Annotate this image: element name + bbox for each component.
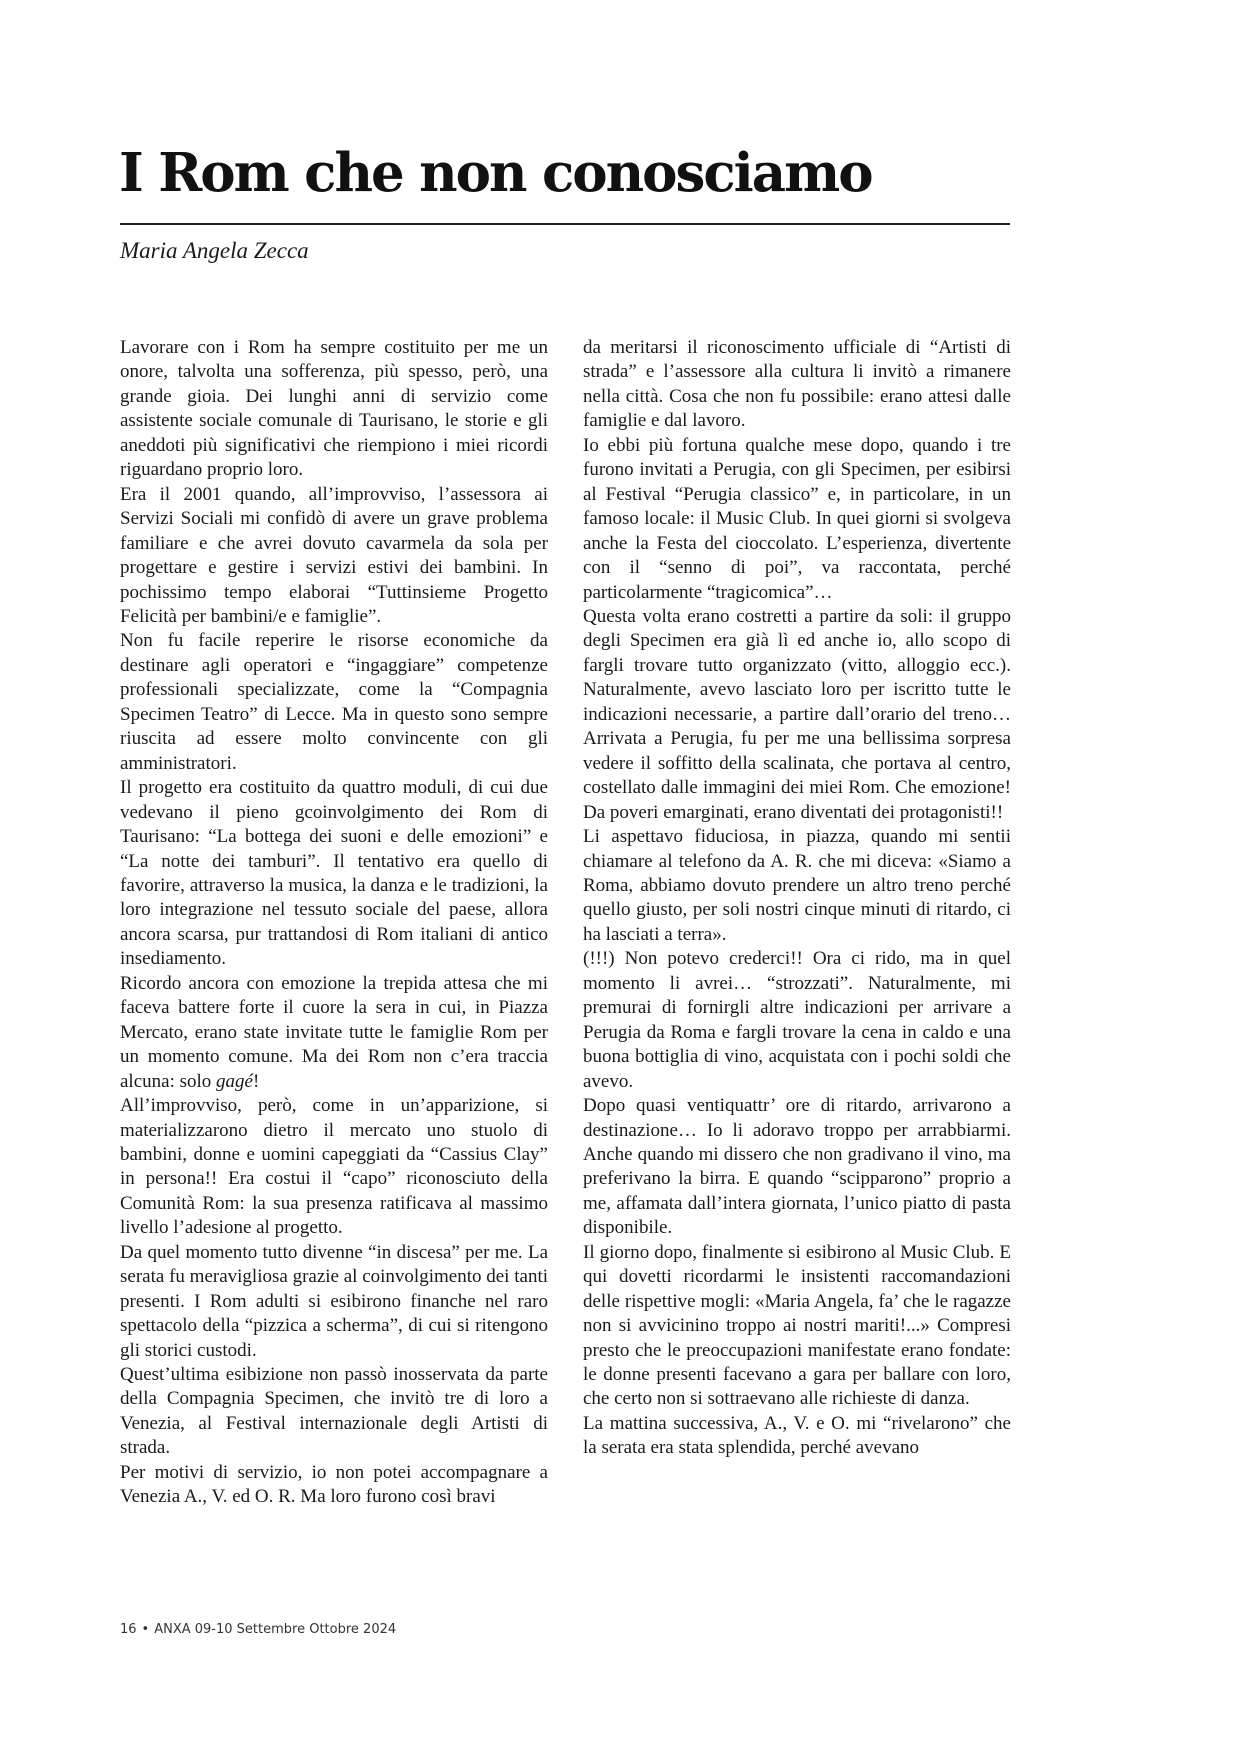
paragraph: Ricordo ancora con emozione la trepida attesa che mi faceva battere forte il cuore la sera in cui, in Piazza Mercato, erano state invitate tutte le famiglie Rom per un momento comune. Ma dei Rom non c’era traccia alcuna: solo gagé! [120, 972, 548, 1092]
italic-word: gagé [216, 1070, 253, 1092]
paragraph: Questa volta erano costretti a partire da soli: il gruppo degli Specimen era già lì ed anche io, allo scopo di fargli trovare tutto organizzato (vitto, alloggio ecc.). Naturalmente, avevo lasciato loro per iscritto tutte le indicazioni necessarie, a partire dall’orario del treno… Arrivata a Perugia, fu per me una bellissima sorpresa vedere il soffitto della scalinata, che portava al centro, costellato dalle immagini dei miei Rom. Che emozione! Da poveri emarginati, erano diventati dei protagonisti!! [583, 605, 1011, 823]
paragraph: da meritarsi il riconoscimento ufficiale di “Artisti di strada” e l’assessore alla cultura li invitò a rimanere nella città. Cosa che non fu possibile: erano attesi dalle famiglie e dal lavoro. [583, 337, 1011, 432]
paragraph: Non fu facile reperire le risorse economiche da destinare agli operatori e “ingaggiare” competenze professionali specializzate, come la “Compagnia Specimen Teatro” di Lecce. Ma in questo sono sempre riuscita ad essere molto convincente con gli amministratori. [120, 630, 548, 774]
paragraph: (!!!) Non potevo crederci!! Ora ci rido, ma in quel momento li avrei… “strozzati”. Naturalmente, mi premurai di fornirgli altre indicazioni per arrivare a Perugia da Roma e fargli trovare la cena in caldo e una buona bottiglia di vino, acquistata con i pochi soldi che avevo. [583, 948, 1011, 1092]
paragraph: Da quel momento tutto divenne “in discesa” per me. La serata fu meravigliosa grazie al coinvolgimento dei tanti presenti. I Rom adulti si esibirono finanche nel raro spettacolo della “pizzica a scherma”, di cui si ritengono gli storici custodi. [120, 1241, 548, 1361]
paragraph: Era il 2001 quando, all’improvviso, l’assessora ai Servizi Sociali mi confidò di avere un grave problema familiare e che avrei dovuto cavarmela da sola per progettare e gestire i servizi estivi dei bambini. In pochissimo tempo elaborai “Tuttinsieme Progetto Felicità per bambini/e e famiglie”. [120, 483, 548, 627]
text-column-left [120, 336, 548, 1510]
title-divider [120, 223, 1010, 225]
text-column-right [583, 336, 1011, 1461]
paragraph: Per motivi di servizio, io non potei accompagnare a Venezia A., V. ed O. R. Ma loro furono così bravi [120, 1461, 548, 1508]
paragraph: Il progetto era costituito da quattro moduli, di cui due vedevano il pieno gcoinvolgimento dei Rom di Taurisano: “La bottega dei suoni e delle emozioni” e “La notte dei tamburi”. Il tentativo era quello di favorire, attraverso la musica, la danza e le tradizioni, la loro integrazione nel tessuto sociale del paese, allora ancora scarsa, pur trattandosi di Rom italiani di antico insediamento. [120, 777, 548, 970]
publication-info: ANXA 09-10 Settembre Ottobre 2024 [154, 1622, 397, 1637]
paragraph: Lavorare con i Rom ha sempre costituito per me un onore, talvolta una sofferenza, più spesso, però, una grande gioia. Dei lunghi anni di servizio come assistente sociale comunale di Taurisano, le storie e gli aneddoti più significativi che riempiono i miei ricordi riguardano proprio loro. [120, 337, 548, 481]
paragraph: Io ebbi più fortuna qualche mese dopo, quando i tre furono invitati a Perugia, con gli Specimen, per esibirsi al Festival “Perugia classico” e, in particolare, in un famoso locale: il Music Club. In quei giorni si svolgeva anche la Festa del cioccolato. L’esperienza, divertente con il “senno di poi”, va raccontata, perché particolarmente “tragicomica”… [583, 434, 1011, 603]
paragraph: Li aspettavo fiduciosa, in piazza, quando mi sentii chiamare al telefono da A. R. che mi diceva: «Siamo a Roma, abbiamo dovuto prendere un altro treno perché quello giusto, per soli nostri cinque minuti di ritardo, ci ha lasciati a terra». [583, 826, 1011, 945]
paragraph: Il giorno dopo, finalmente si esibirono al Music Club. E qui dovetti ricordarmi le insistenti raccomandazioni delle rispettive mogli: «Maria Angela, fa’ che le ragazze non si avvicinino troppo ai nostri mariti!...» Compresi presto che le preoccupazioni manifestate erano fondate: le donne presenti facevano a gara per ballare con loro, che certo non si sottraevano alle richieste di danza. [583, 1241, 1011, 1410]
article-author: Maria Angela Zecca [120, 238, 309, 263]
page-number: 16 [120, 1622, 137, 1637]
footer-separator: • [141, 1622, 150, 1637]
paragraph: La mattina successiva, A., V. e O. mi “rivelarono” che la serata era stata splendida, perché avevano [583, 1412, 1011, 1459]
paragraph: Quest’ultima esibizione non passò inosservata da parte della Compagnia Specimen, che invitò tre di loro a Venezia, al Festival internazionale degli Artisti di strada. [120, 1364, 548, 1459]
paragraph: Dopo quasi ventiquattr’ ore di ritardo, arrivarono a destinazione… Io li adoravo troppo per arrabbiarmi. Anche quando mi dissero che non gradivano il vino, ma preferivano la birra. E quando “scipparono” proprio a me, affamata dall’intera giornata, l’unico piatto di pasta disponibile. [583, 1095, 1011, 1239]
paragraph: All’improvviso, però, come in un’apparizione, si materializzarono dietro il mercato uno stuolo di bambini, donne e uomini capeggiati da “Cassius Clay” in persona!! Era costui il “capo” riconosciuto della Comunità Rom: la sua presenza ratificava al massimo livello l’adesione al progetto. [120, 1095, 548, 1239]
article-title: I Rom che non conosciamo [119, 142, 872, 204]
page-footer [120, 1622, 396, 1637]
